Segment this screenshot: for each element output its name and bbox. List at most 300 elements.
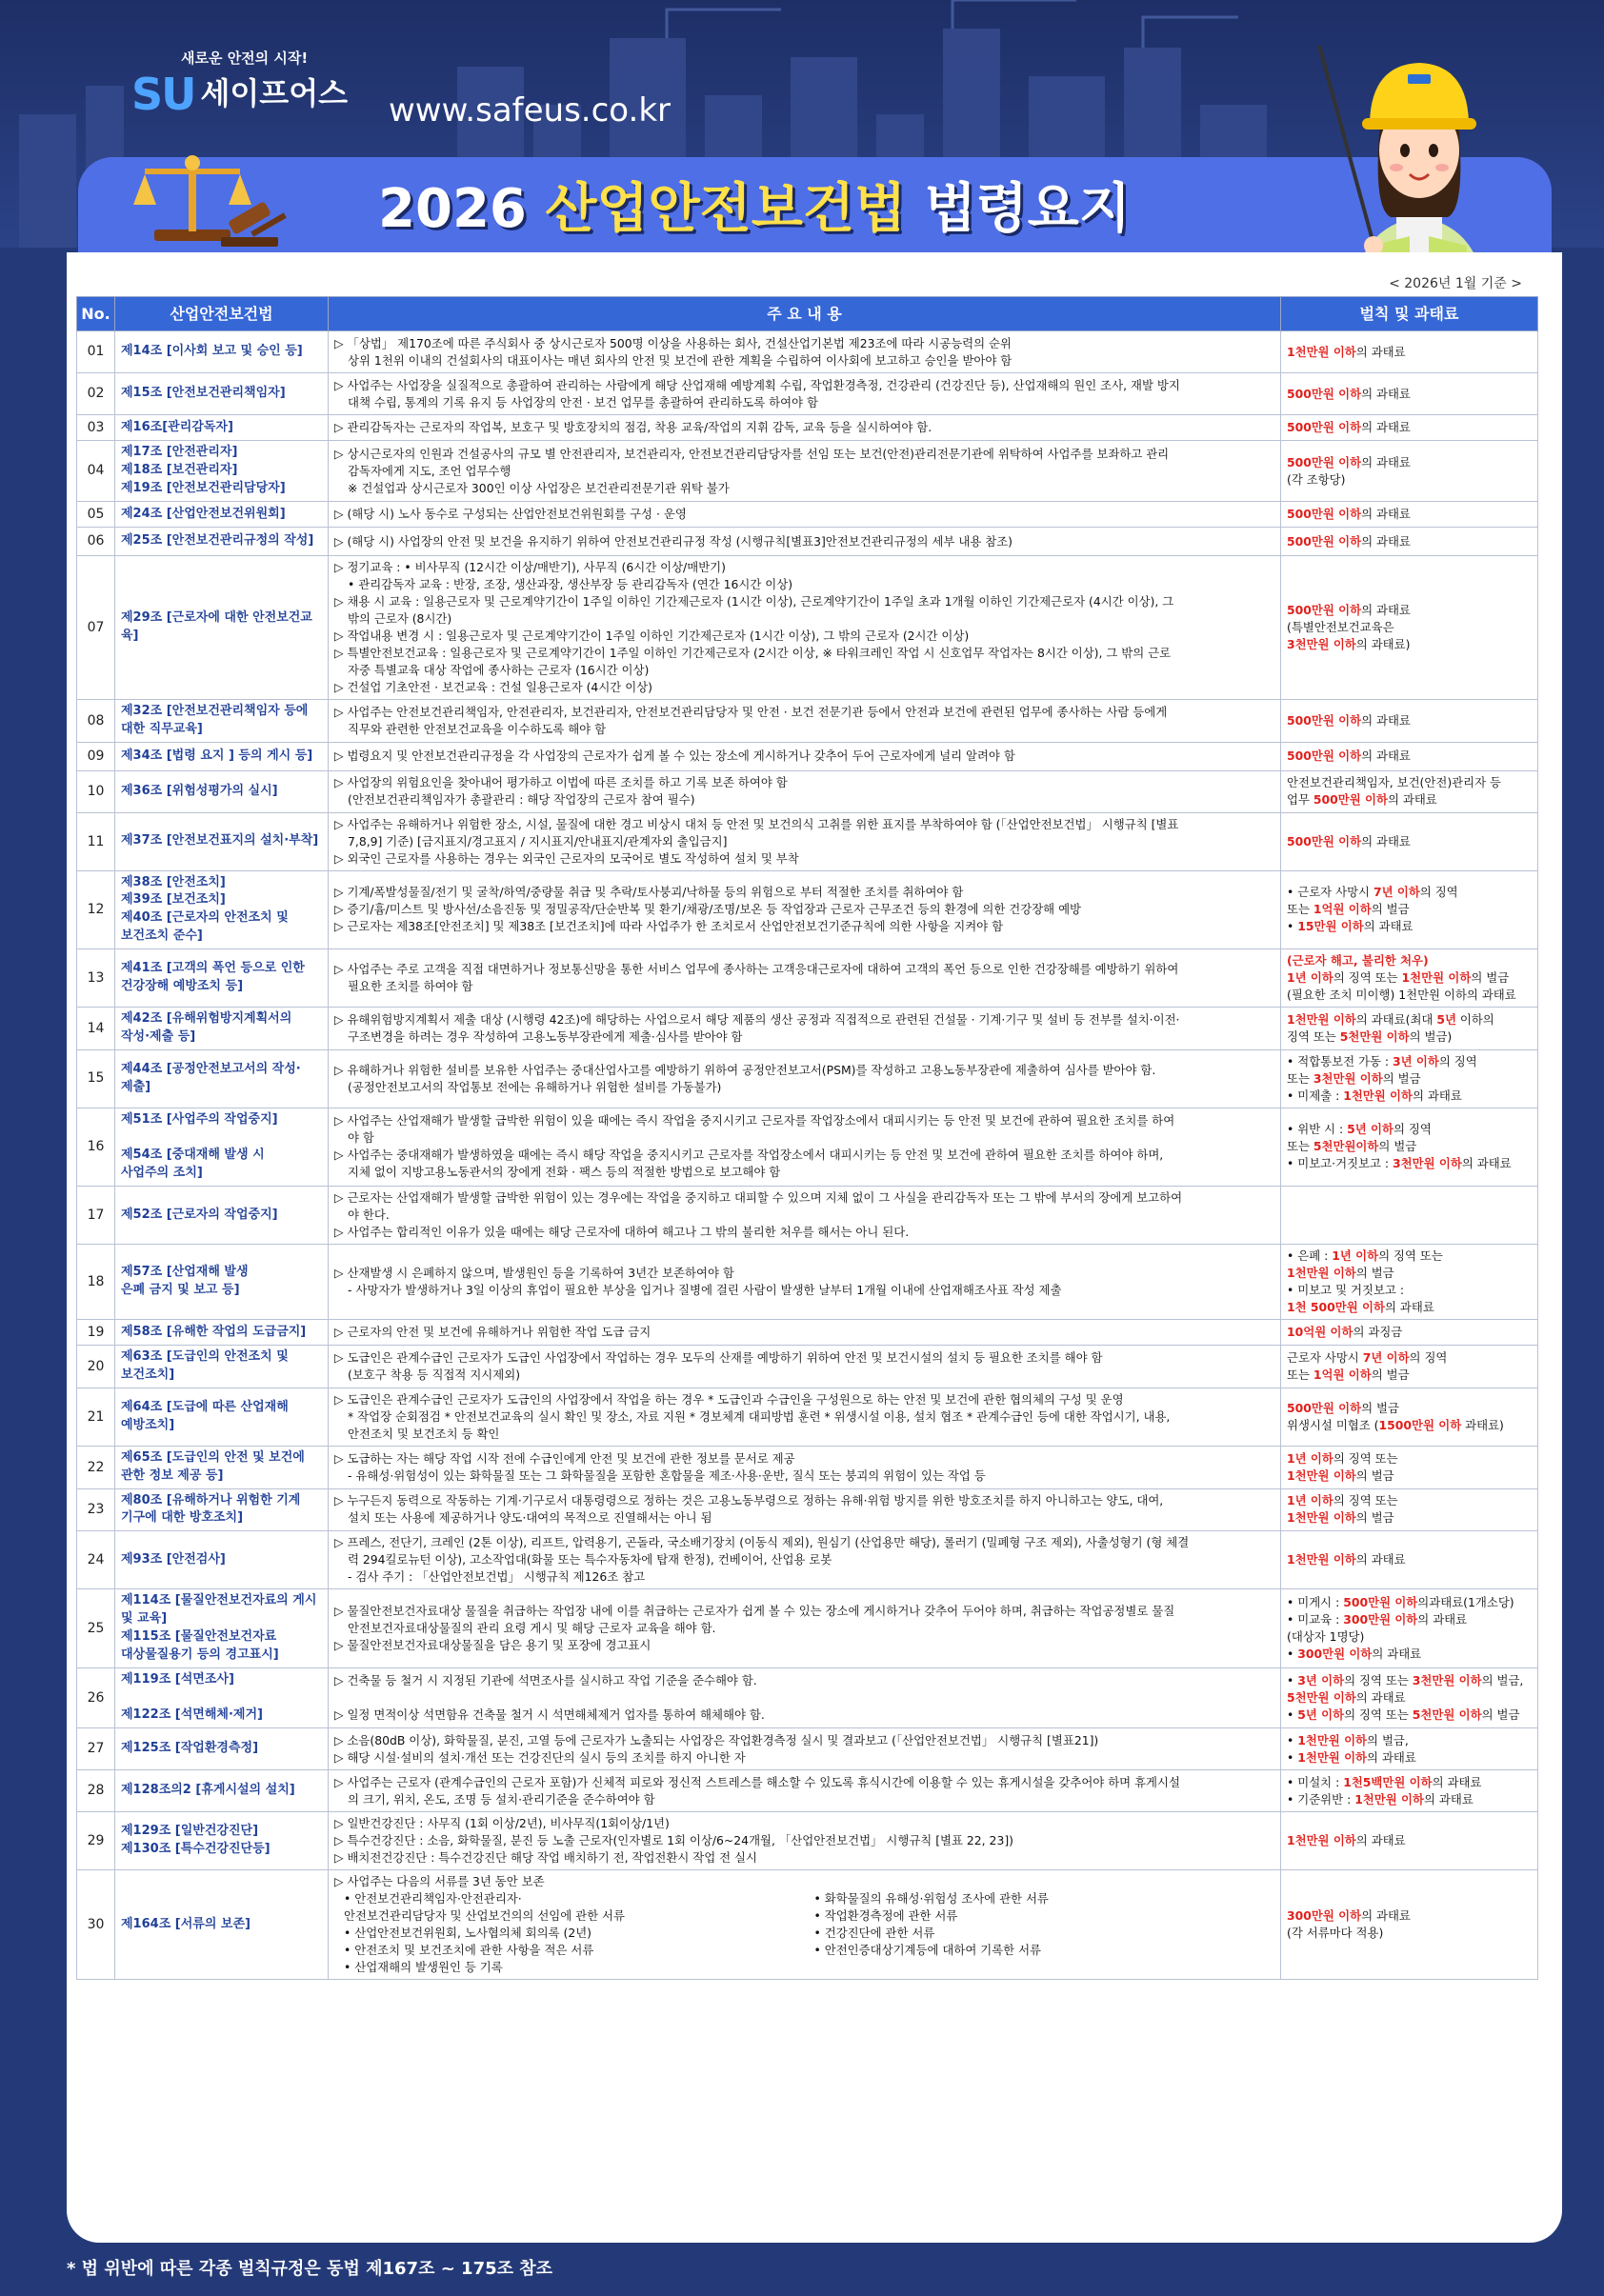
content-cell — [329, 1667, 1281, 1728]
table-row — [77, 1186, 1538, 1244]
content-line: 지체 없이 지방고용노동관서의 장에게 전화 · 팩스 등의 적절한 방법으로 보고해야 함 — [348, 1165, 781, 1180]
document-list-left — [334, 1890, 805, 1976]
penalty-text: 의 징역 또는 — [1333, 1450, 1398, 1466]
penalty-line — [1287, 1832, 1532, 1849]
content-cell — [329, 528, 1281, 556]
article-cell — [115, 1346, 329, 1388]
article-line: 제32조 [안전보건관리책임자 등에 — [121, 704, 309, 718]
penalty-line — [1287, 1689, 1532, 1707]
footnote: * 법 위반에 따른 각종 벌칙규정은 동법 제167조 ~ 175조 참조 — [67, 2259, 553, 2279]
content-line: ▷ 물질안전보건자료대상물질을 담은 용기 및 포장에 경고표시 — [334, 1637, 652, 1652]
article-line: 제57조 [산업재해 발생 — [121, 1265, 249, 1280]
penalty-amount: 10억원 이하 — [1287, 1325, 1353, 1340]
row-number: 11 — [77, 812, 115, 870]
penalty-text: 의 과태료(최대 — [1355, 1011, 1437, 1027]
content-line: ▷ 관리감독자는 근로자의 작업복, 보호구 및 방호장치의 점검, 착용 교육/작업의 지휘 감독, 교육 등을 실시하여야 함. — [334, 420, 932, 435]
article-line: 사업주의 조치] — [121, 1166, 203, 1181]
penalty-line — [1287, 1011, 1532, 1028]
penalty-amount: 500만원 이하 — [1287, 603, 1362, 618]
table-row — [77, 1346, 1538, 1388]
row-number: 28 — [77, 1770, 115, 1812]
row-number: 08 — [77, 700, 115, 743]
article-line — [121, 1128, 322, 1147]
article-cell — [115, 415, 329, 441]
penalty-line — [1287, 1611, 1532, 1628]
content-line: ▷ 프레스, 전단기, 크레인 (2톤 이상), 리프트, 압력용기, 곤돌라, 국소배기장치 (이동식 제외), 원심기 (산업용만 해당), 롤러기 (밀폐형 구조 제외), 사출성형기 (형 체결 — [334, 1535, 1190, 1550]
table-row — [77, 1728, 1538, 1770]
article-cell — [115, 1667, 329, 1728]
law-summary-table — [76, 296, 1538, 1980]
table-row — [77, 373, 1538, 415]
penalty-amount: 1천만원 이하 — [1287, 1011, 1356, 1027]
penalty-text: 의 과태료 — [1423, 1791, 1474, 1807]
document-list-item: • 안전조치 및 보건조치에 관한 사항을 적은 서류 — [344, 1942, 594, 1957]
article-line: 제25조 [안전보건관리규정의 작성] — [121, 533, 314, 549]
row-number: 20 — [77, 1346, 115, 1388]
penalty-amount: 1억원 이하 — [1313, 1368, 1372, 1383]
document-list-item: • 산업재해의 발생원인 등 기록 — [344, 1959, 503, 1974]
penalty-text: • 미교육 : — [1287, 1611, 1344, 1627]
penalty-amount: 1천만원 이하 — [1401, 970, 1472, 985]
penalty-amount: 500만원 이하 — [1287, 833, 1362, 849]
penalty-text: 의 징역 — [1393, 1122, 1432, 1137]
article-line: 제19조 [안전보건관리담당자] — [121, 480, 286, 495]
content-line: ▷ 유해위험방지계획서 제출 대상 (시행령 42조)에 해당하는 사업으로서 해당 제품의 생산 공정과 직접적으로 관련된 건설물 · 기계·기구 및 설비 등 전부를 설치·이전· — [334, 1011, 1180, 1027]
document-list-item: • 화학물질의 유해성·위험성 조사에 관한 서류 — [813, 1890, 1049, 1906]
article-line: 제115조 [물질안전보건자료 — [121, 1628, 277, 1644]
penalty-text: 이하의 — [1455, 1011, 1494, 1027]
content-cell — [329, 1870, 1281, 1980]
article-line: 제39조 [보건조치] — [121, 892, 226, 908]
content-cell — [329, 1812, 1281, 1870]
content-line: 안전조치 및 보건조치 등 확인 — [348, 1426, 500, 1441]
article-line: 제44조 [공정안전보고서의 작성· — [121, 1061, 301, 1076]
penalty-line — [1287, 619, 1532, 636]
table-row — [77, 1007, 1538, 1049]
content-line: ▷ 「상법」 제170조에 따른 주식회사 중 상시근로자 500명 이상을 사용하는 회사, 건설산업기본법 제23조에 따라 시공능력의 순위 — [334, 335, 1012, 350]
table-header-row — [77, 297, 1538, 331]
table-row — [77, 700, 1538, 743]
content-line: ▷ 법령요지 및 안전보건관리규정을 각 사업장의 근로자가 쉽게 볼 수 있는 장소에 게시하거나 갖추어 두어 근로자에게 널리 알려야 함 — [334, 749, 1015, 764]
content-line: ▷ 기계/폭발성물질/전기 및 굴착/하역/중량물 취급 및 추락/토사붕괴/낙하물 등의 위험으로 부터 적절한 조치를 취하여야 함 — [334, 885, 964, 900]
penalty-text: 의 벌금 — [1371, 1368, 1410, 1383]
table-row — [77, 770, 1538, 812]
penalty-text: • — [1287, 1646, 1298, 1661]
penalty-line — [1287, 1138, 1532, 1155]
penalty-text: 의 벌금, — [1481, 1672, 1524, 1687]
penalty-line — [1287, 454, 1532, 471]
content-line: 안전보건자료대상물질의 관리 요령 게시 및 해당 근로자 교육을 해야 함. — [348, 1620, 716, 1635]
content-line: 직무와 관련한 안전보건교육을 이수하도록 해야 함 — [348, 721, 607, 736]
content-line: ▷ 정기교육 : • 비사무직 (12시간 이상/매반기), 사무직 (6시간 이상/매반기) — [334, 560, 726, 575]
penalty-text: 위생시설 미협조 ( — [1287, 1417, 1379, 1432]
penalty-text: 의 과태료 — [1417, 1611, 1468, 1627]
content-line: 필요한 조치를 하여야 함 — [348, 978, 473, 993]
content-cell — [329, 373, 1281, 415]
brand-url[interactable]: www.safeus.co.kr — [389, 91, 671, 130]
penalty-line — [1287, 636, 1532, 653]
penalty-cell — [1281, 1049, 1538, 1108]
penalty-line — [1287, 791, 1532, 809]
table-row — [77, 742, 1538, 770]
content-line: 설치 또는 사용에 제공하거나 양도·대여의 목적으로 진열해서는 아니 됨 — [348, 1510, 712, 1526]
row-number: 30 — [77, 1870, 115, 1980]
penalty-cell — [1281, 1531, 1538, 1589]
penalty-amount: 3천만원 이하 — [1393, 1156, 1462, 1171]
penalty-amount: 3천만원 이하 — [1412, 1672, 1482, 1687]
article-line: 제37조 [안전보건표지의 설치·부착] — [121, 833, 319, 849]
content-line: ▷ 사업주는 안전보건관리책임자, 안전관리자, 보건관리자, 안전보건관리담당자 및 안전 · 보건 전문기관 등에서 안전과 보건에 관련된 업무에 종사하는 사람 등에게 — [334, 704, 1168, 719]
article-line: 제130조 [특수건강진단등] — [121, 1842, 271, 1857]
article-line: 제17조 [안전관리자] — [121, 445, 238, 460]
article-cell — [115, 1388, 329, 1446]
article-cell — [115, 1007, 329, 1049]
table-row — [77, 949, 1538, 1008]
article-cell — [115, 1728, 329, 1770]
article-cell — [115, 373, 329, 415]
penalty-cell — [1281, 1446, 1538, 1488]
penalty-line — [1287, 833, 1532, 850]
content-line: ▷ 근로자의 안전 및 보건에 유해하거나 위험한 작업 도급 금지 — [334, 1325, 652, 1340]
article-line: 제51조 [사업주의 작업중지] — [121, 1111, 278, 1127]
penalty-amount: 300만원 이하 — [1287, 1907, 1362, 1923]
content-line: 감독자에게 지도, 조언 업무수행 — [348, 463, 511, 478]
content-cell — [329, 742, 1281, 770]
penalty-text: 의 과태료 — [1361, 833, 1411, 849]
penalty-line — [1287, 506, 1532, 523]
penalty-amount: 500만원 이하 — [1287, 1400, 1362, 1415]
content-line: ▷ 사업주는 주로 고객을 직접 대면하거나 정보통신망을 통한 서비스 업무에 종사하는 고객응대근로자에 대하여 고객의 폭언 등으로 인한 건강장해를 예방하기 위하여 — [334, 962, 1179, 976]
penalty-text: 근로자 사망시 — [1287, 1350, 1363, 1366]
article-cell — [115, 1770, 329, 1812]
content-line — [334, 1689, 1274, 1707]
penalty-text: 의 과태료 — [1355, 344, 1406, 359]
penalty-text: 의 과태료 — [1384, 1299, 1434, 1314]
title-highlight: 산업안전보건법 — [545, 178, 907, 240]
penalty-text: 의 과태료 — [1361, 506, 1411, 521]
penalty-amount: 500만원 이하 — [1287, 712, 1362, 728]
row-number: 04 — [77, 441, 115, 502]
penalty-text: 의 벌금 — [1355, 1467, 1394, 1483]
content-line: 상위 1천위 이내의 건설회사의 대표이사는 매년 회사의 안전 및 보건에 관한 계획을 수립하여 이사회에 보고하고 승인을 받아야 함 — [348, 352, 1013, 368]
article-line: 보건조치 준수] — [121, 928, 203, 944]
penalty-cell — [1281, 331, 1538, 373]
penalty-line — [1287, 1707, 1532, 1724]
content-cell — [329, 1007, 1281, 1049]
row-number: 24 — [77, 1531, 115, 1589]
article-cell — [115, 528, 329, 556]
content-cell — [329, 1319, 1281, 1345]
penalty-text: 의 과태료 — [1361, 749, 1411, 764]
penalty-text: 의 벌금 — [1371, 902, 1410, 917]
content-line: * 작업장 순회점검 * 안전보건교육의 실시 확인 및 장소, 자료 지원 * 경보체계 대피방법 훈련 * 위생시설 이용, 설치 협조 * 관계수급인 등에 대한 작업시기, 내용, — [348, 1408, 1171, 1424]
article-line — [121, 1688, 322, 1707]
article-line: 제164조 [서류의 보존] — [121, 1916, 251, 1931]
table-row — [77, 501, 1538, 527]
document-list-item: • 안전인증대상기계등에 대하여 기록한 서류 — [813, 1942, 1042, 1957]
article-cell — [115, 1812, 329, 1870]
article-cell — [115, 700, 329, 743]
penalty-line — [1287, 1121, 1532, 1138]
content-cell — [329, 1446, 1281, 1488]
penalty-amount: 5년 이하 — [1347, 1122, 1393, 1137]
basis-date: < 2026년 1월 기준 > — [1389, 276, 1522, 291]
row-number: 06 — [77, 528, 115, 556]
article-line: 건강장해 예방조치 등] — [121, 978, 244, 993]
brand-tagline: 새로운 안전의 시작! — [181, 50, 309, 67]
content-cell — [329, 441, 1281, 502]
penalty-text: 의 과태료 — [1361, 386, 1411, 401]
penalty-text: 의 벌금 — [1481, 1707, 1520, 1722]
content-line: ▷ 소음(80dB 이상), 화학물질, 분진, 고열 등에 근로자가 노출되는 사업장은 작업환경측정 실시 및 결과보고 (「산업안전보건법」 시행규칙 [별표21]) — [334, 1732, 1099, 1747]
penalty-text: 의 과태료 — [1361, 1907, 1411, 1923]
article-line: 제42조 [유해위험방지계획서의 — [121, 1010, 292, 1026]
penalty-amount: 1천만원 이하 — [1297, 1749, 1368, 1765]
content-line: 야 한다. — [348, 1207, 390, 1222]
penalty-cell — [1281, 501, 1538, 527]
penalty-amount: 500만원 이하 — [1287, 533, 1362, 549]
table-row — [77, 1446, 1538, 1488]
penalty-cell — [1281, 770, 1538, 812]
penalty-line — [1287, 1509, 1532, 1527]
penalty-amount: 7년 이하 — [1362, 1350, 1410, 1366]
article-cell — [115, 812, 329, 870]
penalty-text: 의 과태료) — [1355, 637, 1411, 652]
penalty-line — [1287, 1282, 1532, 1299]
penalty-amount: 7년 이하 — [1373, 885, 1420, 900]
article-line: 제34조 [법령 요지 ] 등의 게시 등] — [121, 748, 313, 763]
table-row — [77, 1049, 1538, 1108]
content-line: ▷ 외국인 근로자를 사용하는 경우는 외국인 근로자의 모국어로 별도 작성하여 설치 및 부착 — [334, 850, 799, 866]
document-list-item: • 건강진단에 관한 서류 — [813, 1925, 935, 1940]
penalty-cell — [1281, 1770, 1538, 1812]
table-row — [77, 870, 1538, 948]
penalty-text: 의 벌금 — [1382, 1070, 1421, 1086]
table-row — [77, 1667, 1538, 1728]
penalty-line — [1287, 1551, 1532, 1568]
penalty-amount: 1천5백만원 이하 — [1343, 1774, 1433, 1789]
penalty-amount: 3천만원 이하 — [1313, 1070, 1383, 1086]
penalty-text: 의과태료(1개소당) — [1417, 1594, 1514, 1609]
penalty-cell — [1281, 1812, 1538, 1870]
content-line: 자중 특별교육 대상 작업에 종사하는 근로자 (16시간 이상) — [348, 663, 650, 678]
penalty-line — [1287, 884, 1532, 901]
penalty-line — [1287, 1053, 1532, 1070]
content-line: ▷ (해당 시) 노사 동수로 구성되는 산업안전보건위원회를 구성 · 운영 — [334, 506, 687, 521]
penalty-amount: 500만원 이하 — [1313, 792, 1388, 808]
penalty-text: 의 과징금 — [1353, 1325, 1403, 1340]
row-number: 05 — [77, 501, 115, 527]
penalty-text: 의 벌금 — [1378, 1139, 1417, 1154]
content-cell — [329, 1186, 1281, 1244]
title-suffix: 법령요지 — [924, 178, 1131, 240]
penalty-amount: 1천 500만원 이하 — [1287, 1299, 1385, 1314]
document-list-item: • 작업환경측정에 관한 서류 — [813, 1907, 958, 1923]
content-line: (공정안전보고서의 작업통보 전에는 유해하거나 위험한 설비를 가동불가) — [348, 1079, 722, 1094]
penalty-text: 의 과태료 — [1361, 712, 1411, 728]
content-cell — [329, 1488, 1281, 1531]
penalty-cell — [1281, 1007, 1538, 1049]
penalty-amount: 1년 이하 — [1287, 970, 1333, 985]
content-line: ▷ 누구든지 동력으로 작동하는 기계·기구로서 대통령령으로 정하는 것은 고용노동부령으로 정하는 유해·위험 방지를 위한 방호조치를 하지 아니하고는 양도, 대여, — [334, 1493, 1164, 1508]
content-line: 대책 수립, 통계의 기록 유지 등 사업장의 안전 · 보건 업무를 총괄하여 관리하도록 하여야 함 — [348, 394, 818, 409]
article-line: 제14조 [이사회 보고 및 승인 등] — [121, 344, 303, 359]
content-line: ▷ 사업주는 유해하거나 위험한 장소, 시설, 물질에 대한 경고 비상시 대처 등 안전 및 보건의식 고취를 위한 표지를 부착하여야 함 (「산업안전보건법」 시행규칙 [별표 — [334, 816, 1179, 831]
penalty-cell — [1281, 1319, 1538, 1345]
penalty-amount: 500만원 이하 — [1287, 454, 1362, 469]
content-cell — [329, 1770, 1281, 1812]
article-cell — [115, 331, 329, 373]
penalty-line — [1287, 1467, 1532, 1485]
article-line: 제40조 [근로자의 안전조치 및 — [121, 910, 289, 926]
article-line: 제출] — [121, 1079, 151, 1094]
table-row — [77, 1108, 1538, 1186]
content-line: ▷ 사업주는 다음의 서류를 3년 동안 보존 — [334, 1874, 545, 1888]
article-line: 제128조의2 [휴게시설의 설치] — [121, 1783, 295, 1798]
penalty-cell — [1281, 441, 1538, 502]
penalty-text: (대상자 1명당) — [1287, 1628, 1365, 1644]
penalty-line — [1287, 1749, 1532, 1767]
article-line: 제129조 [일반건강진단] — [121, 1824, 259, 1839]
document-list-item: 안전보건관리담당자 및 산업보건의의 선임에 관한 서류 — [344, 1907, 625, 1923]
penalty-text: 또는 — [1287, 1070, 1313, 1086]
penalty-line — [1287, 1155, 1532, 1172]
penalty-line — [1287, 918, 1532, 935]
document-list-right — [805, 1890, 1275, 1976]
penalty-line — [1287, 987, 1532, 1004]
penalty-text: 의 벌금, — [1367, 1732, 1409, 1747]
table-row — [77, 441, 1538, 502]
content-line: ▷ 사업주는 합리적인 이유가 있을 때에는 해당 근로자에 대하여 해고나 그 밖의 불리한 처우를 해서는 아니 된다. — [334, 1224, 910, 1239]
penalty-amount: 1억원 이하 — [1313, 902, 1372, 917]
penalty-text: 의 징역 — [1409, 1350, 1448, 1366]
penalty-amount: 3년 이하 — [1393, 1053, 1439, 1068]
article-line: 제122조 [석면해체·제거] — [121, 1707, 263, 1723]
penalty-text: • — [1287, 1732, 1298, 1747]
penalty-amount: 500만원 이하 — [1287, 420, 1362, 435]
penalty-amount: 1500만원 이하 — [1378, 1417, 1462, 1432]
content-line: ▷ 작업내용 변경 시 : 일용근로자 및 근로계약기간이 1주일 이하인 기간제근로자 (1시간 이상), 그 밖의 근로자 (2시간 이상) — [334, 629, 970, 644]
penalty-text: • 미게시 : — [1287, 1594, 1344, 1609]
penalty-text: 업무 — [1287, 792, 1313, 808]
content-line: ▷ 배치전건강진단 : 특수건강진단 해당 작업 배치하기 전, 작업전환시 작업 전 실시 — [334, 1850, 757, 1866]
article-line: 제58조 [유해한 작업의 도급금지] — [121, 1324, 307, 1339]
table-row — [77, 1870, 1538, 1980]
content-cell — [329, 556, 1281, 700]
content-cell — [329, 1244, 1281, 1319]
penalty-text: • 미보고·거짓보고 : — [1287, 1156, 1393, 1171]
table-row — [77, 1531, 1538, 1589]
penalty-line — [1287, 1791, 1532, 1808]
document-list-item: • 산업안전보건위원회, 노사협의체 회의록 (2년) — [344, 1925, 592, 1940]
penalty-text: 의 과태료 — [1461, 1156, 1512, 1171]
penalty-text: 의 과태료 — [1361, 420, 1411, 435]
article-line: 제80조 [유해하거나 위험한 기계 — [121, 1492, 301, 1507]
penalty-cell — [1281, 1728, 1538, 1770]
content-line: ▷ 도급인은 관계수급인 근로자가 도급인 사업장에서 작업하는 경우 모두의 산재를 예방하기 위하여 안전 및 보건시설의 설치 등 필요한 조치를 해야 함 — [334, 1350, 1103, 1366]
article-line: 제18조 [보건관리자] — [121, 463, 238, 478]
penalty-text: 의 벌금 — [1361, 1400, 1399, 1415]
row-number: 14 — [77, 1007, 115, 1049]
penalty-text: • — [1287, 1707, 1298, 1722]
content-cell — [329, 812, 1281, 870]
penalty-amount: 300만원 이하 — [1297, 1646, 1373, 1661]
penalty-text: 의 과태료 — [1361, 533, 1411, 549]
penalty-text: 의 과태료 — [1387, 792, 1437, 808]
penalty-text: 의 과태료 — [1413, 1088, 1462, 1103]
content-line: - 검사 주기 : 「산업안전보건법」 시행규칙 제126조 참고 — [348, 1569, 646, 1585]
article-line: 기구에 대한 방호조치] — [121, 1510, 244, 1526]
content-cell — [329, 1388, 1281, 1446]
table-row — [77, 1319, 1538, 1345]
penalty-line — [1287, 602, 1532, 619]
header-penalty: 벌칙 및 과태료 — [1281, 297, 1538, 331]
penalty-text: 의 과태료 — [1361, 603, 1411, 618]
penalty-text: 의 과태료 — [1372, 1646, 1422, 1661]
penalty-text: 의 과태료 — [1432, 1774, 1482, 1789]
penalty-cell — [1281, 1346, 1538, 1388]
article-line: 및 교육] — [121, 1610, 168, 1626]
penalty-line — [1287, 386, 1532, 403]
penalty-text: 의 징역 — [1419, 885, 1458, 900]
table-row — [77, 812, 1538, 870]
penalty-amount: 1년 이하 — [1287, 1450, 1333, 1466]
article-line: 예방조치] — [121, 1417, 175, 1432]
article-cell — [115, 770, 329, 812]
row-number: 07 — [77, 556, 115, 700]
article-line: 제65조 [도급인의 안전 및 보건에 — [121, 1449, 305, 1465]
row-number: 18 — [77, 1244, 115, 1319]
article-line: 제63조 [도급인의 안전조치 및 — [121, 1349, 289, 1365]
row-number: 29 — [77, 1812, 115, 1870]
penalty-text: 의 과태료 — [1363, 919, 1414, 934]
article-line: 은폐 금지 및 보고 등] — [121, 1282, 240, 1297]
penalty-text: • 적합통보전 가동 : — [1287, 1053, 1393, 1068]
article-line: 대상물질용기 등의 경고표시] — [121, 1647, 279, 1662]
article-line: 제24조 [산업안전보건위원회] — [121, 506, 286, 521]
penalty-amount: 5년 이하 — [1297, 1707, 1345, 1722]
penalty-amount: 3천만원 이하 — [1287, 637, 1356, 652]
penalty-line — [1287, 1088, 1532, 1105]
penalty-text: 의 과태료 — [1361, 454, 1411, 469]
content-line: ▷ 물질안전보건자료대상 물질을 취급하는 작업장 내에 이를 취급하는 근로자가 쉽게 볼 수 있는 장소에 게시하거나 갖추어 두어야 하며, 취급하는 작업공정별로 물질 — [334, 1603, 1175, 1618]
penalty-text: 의 벌금 — [1471, 970, 1510, 985]
penalty-line — [1287, 1925, 1532, 1942]
penalty-line — [1287, 1265, 1532, 1282]
article-line: 제93조 [안전검사] — [121, 1551, 226, 1567]
document-sheet — [67, 252, 1562, 2243]
penalty-text: • 미설치 : — [1287, 1774, 1344, 1789]
row-number: 15 — [77, 1049, 115, 1108]
penalty-amount: 1년 이하 — [1332, 1248, 1379, 1263]
penalty-amount: 5천만원 이하 — [1339, 1028, 1410, 1044]
article-cell — [115, 870, 329, 948]
penalty-text: • 위반 시 : — [1287, 1122, 1348, 1137]
content-cell — [329, 331, 1281, 373]
penalty-line — [1287, 1628, 1532, 1646]
penalty-cell — [1281, 1667, 1538, 1728]
row-number: 12 — [77, 870, 115, 948]
content-line: ▷ 일정 면적이상 석면함유 건축물 철거 시 석면해체제거 업자를 통하여 해체해야 함. — [334, 1707, 765, 1722]
row-number: 16 — [77, 1108, 115, 1186]
penalty-amount: 1천만원 이하 — [1287, 1510, 1356, 1526]
penalty-line — [1287, 533, 1532, 550]
content-line: 력 294킬로뉴턴 이상), 고소작업대(화물 또는 특수자동차에 탑재 한정), 컨베이어, 산업용 로봇 — [348, 1552, 832, 1567]
penalty-cell — [1281, 1589, 1538, 1667]
article-line: 제54조 [중대재해 발생 시 — [121, 1148, 265, 1163]
penalty-amount: 1천만원 이하 — [1287, 1467, 1356, 1483]
content-line: ▷ 특별안전보건교육 : 일용근로자 및 근로계약기간이 1주일 이하인 기간제근로자 (2시간 이상, ※ 타워크레인 작업 시 신호업무 작업자는 8시간 이상), 그 밖의 근로 — [334, 646, 1172, 661]
